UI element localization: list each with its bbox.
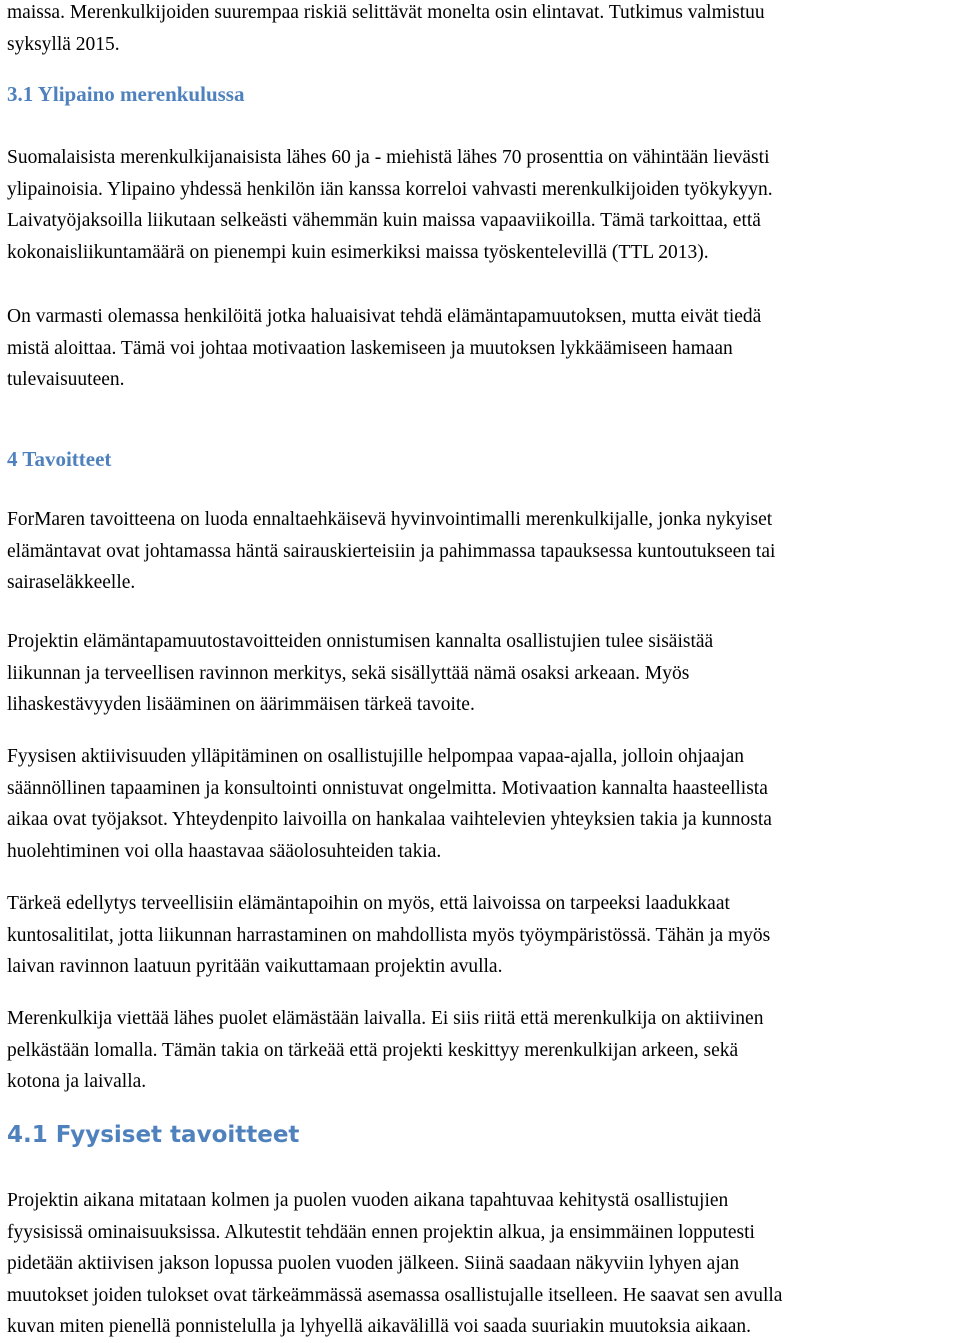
section-3-1-paragraph-2 [7, 301, 761, 396]
section-heading-4: 4 Tavoitteet [7, 447, 112, 471]
section-4-paragraph-1 [7, 504, 775, 599]
text-line: sairaseläkkeelle. [7, 572, 136, 593]
section-heading-3-1: 3.1 Ylipaino merenkulussa [7, 82, 245, 106]
section-4-paragraph-5 [7, 1003, 763, 1098]
text-line: pidetään aktiivisen jakson lopussa puolen vuoden jälkeen. Siinä saadaan näkyviin lyhyen ajan [7, 1253, 740, 1274]
text-line: Projektin aikana mitataan kolmen ja puolen vuoden aikana tapahtuvaa kehitystä osallistujien [7, 1190, 729, 1211]
text-line: elämäntavat ovat johtamassa häntä sairauskierteisiin ja pahimmassa tapauksessa kuntoutukseen tai [7, 540, 776, 562]
text-line: pelkästään lomalla. Tämän takia on tärkeää että projekti keskittyy merenkulkijan arkeen, sekä [7, 1039, 739, 1061]
text-line: kokonaisliikuntamäärä on pienempi kuin esimerkiksi maissa työskentelevillä (TTL 2013). [7, 241, 709, 263]
section-3-1-paragraph-1 [7, 142, 773, 268]
text-line: Tärkeä edellytys terveellisiin elämäntapoihin on myös, että laivoissa on tarpeeksi laadukkaat [7, 893, 730, 914]
text-line: Suomalaisista merenkulkijanaisista lähes 60 ja - miehistä lähes 70 prosenttia on vähintään lievästi [7, 147, 770, 168]
text-line: Projektin elämäntapamuutostavoitteiden onnistumisen kannalta osallistujien tulee sisäistää [7, 631, 714, 652]
text-line: Merenkulkija viettää lähes puolet elämästään laivalla. Ei siis riitä että merenkulkija on aktiivinen [7, 1008, 764, 1029]
text-line: aikaa ovat työjaksot. Yhteydenpito laivoilla on hankalaa vaihtelevien yhteyksien takia ja kunnosta [7, 809, 772, 830]
text-line: syksyllä 2015. [7, 33, 120, 55]
text-line: tulevaisuuteen. [7, 369, 125, 390]
section-4-paragraph-2 [7, 626, 713, 721]
section-4-paragraph-3 [7, 741, 772, 867]
text-line: muutokset joiden tulokset ovat tärkeämmässä asemassa osallistujalle itselleen. He saavat sen avulla [7, 1284, 783, 1306]
text-line: lihaskestävyyden lisääminen on äärimmäisen tärkeä tavoite. [7, 694, 475, 715]
section-4-1-paragraph [7, 1185, 782, 1343]
text-line: kuvan miten pienellä ponnistelulla ja lyhyellä aikavälillä voi saada suuriakin muutoksia aikaan. [7, 1316, 752, 1337]
text-line: Laivatyöjaksoilla liikutaan selkeästi vähemmän kuin maissa vapaaviikoilla. Tämä tarkoittaa, että [7, 210, 761, 231]
text-line: ForMaren tavoitteena on luoda ennaltaehkäisevä hyvinvointimalli merenkulkijalle, jonka nykyiset [7, 509, 773, 530]
text-line: kotona ja laivalla. [7, 1071, 147, 1092]
text-line: kuntosalitilat, jotta liikunnan harrastaminen on mahdollista myös työympäristössä. Tähän ja myös [7, 924, 771, 946]
section-4-paragraph-4 [7, 888, 770, 983]
text-line: liikunnan ja terveellisen ravinnon merkitys, sekä sisällyttää nämä osaksi arkeaan. Myös [7, 662, 690, 684]
text-line: säännöllinen tapaaminen ja konsultointi onnistuvat ongelmitta. Motivaation kannalta haasteellista [7, 777, 768, 799]
text-line: laivan ravinnon laatuun pyritään vaikuttamaan projektin avulla. [7, 956, 503, 977]
text-line: On varmasti olemassa henkilöitä jotka haluaisivat tehdä elämäntapamuutoksen, mutta eivät tiedä [7, 306, 762, 327]
section-heading-4-1: 4.1 Fyysiset tavoitteet [7, 1122, 300, 1148]
text-line: huolehtiminen voi olla haastavaa sääolosuhteiden takia. [7, 840, 442, 862]
intro-paragraph [7, 0, 765, 60]
text-line: Fyysisen aktiivisuuden ylläpitäminen on osallistujille helpompaa vapaa-ajalla, jolloin ohjaajan [7, 746, 745, 767]
text-line: ylipainoisia. Ylipaino yhdessä henkilön iän kanssa korreloi vahvasti merenkulkijoiden työkykyyn. [7, 178, 773, 200]
text-line: maissa. Merenkulkijoiden suurempaa riskiä selittävät monelta osin elintavat. Tutkimus valmistuu [7, 2, 765, 23]
text-line: fyysisissä ominaisuuksissa. Alkutestit tehdään ennen projektin alkua, ja ensimmäinen lopputesti [7, 1221, 755, 1243]
text-line: mistä aloittaa. Tämä voi johtaa motivaation laskemiseen ja muutoksen lykkäämiseen hamaan [7, 337, 733, 359]
